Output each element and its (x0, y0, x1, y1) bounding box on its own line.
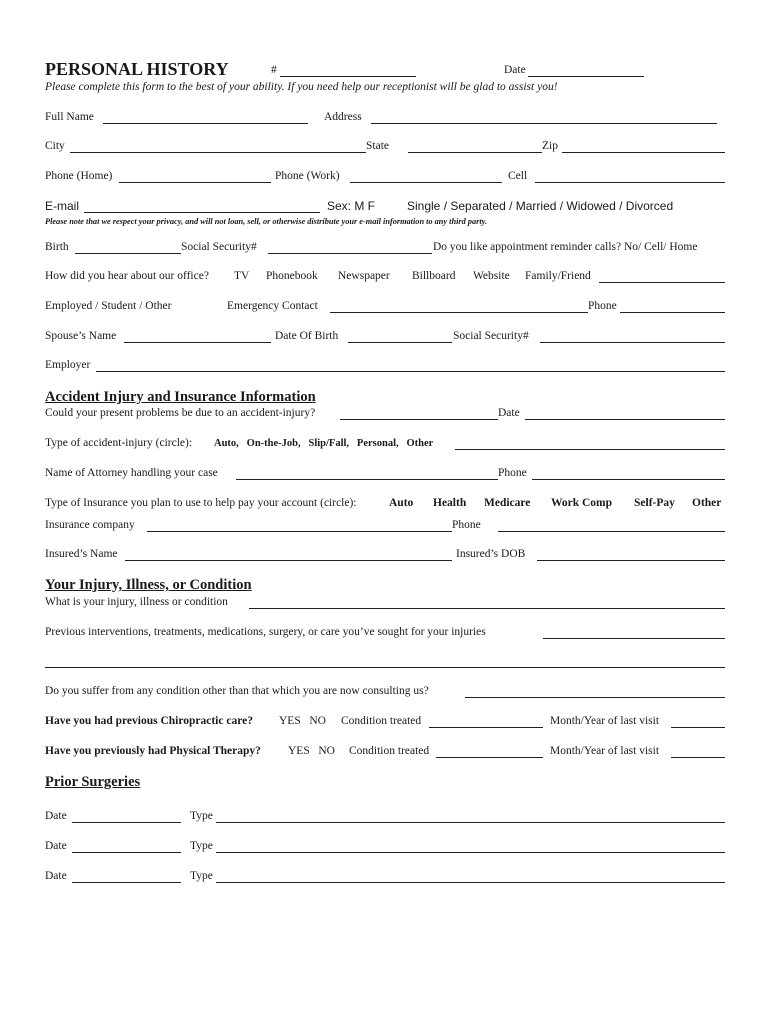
chiropractic-last-visit-label: Month/Year of last visit (550, 715, 660, 727)
spouse-ss-label: Social Security# (453, 330, 529, 342)
insurance-phone-field[interactable] (498, 531, 725, 532)
surgery-2-date-field[interactable] (72, 852, 181, 853)
prior-surgeries-heading: Prior Surgeries (45, 774, 141, 790)
other-condition-field[interactable] (465, 697, 725, 698)
number-label: # (271, 64, 277, 76)
previous-interventions-label: Previous interventions, treatments, medications, surgery, or care you’ve sought for your injuries (45, 626, 486, 638)
state-field[interactable] (408, 152, 542, 153)
insureds-dob-field[interactable] (537, 560, 725, 561)
hear-option-billboard[interactable]: Billboard (412, 270, 456, 282)
phone-home-label: Phone (Home) (45, 170, 113, 182)
emergency-contact-field[interactable] (330, 312, 588, 313)
surgery-2-date-label: Date (45, 840, 67, 852)
surgery-3-type-label: Type (190, 870, 213, 882)
social-security-label: Social Security# (181, 241, 257, 253)
birth-field[interactable] (75, 253, 181, 254)
insurance-type-label: Type of Insurance you plan to use to help pay your account (circle): (45, 497, 357, 509)
spouse-dob-label: Date Of Birth (275, 330, 339, 342)
hear-option-tv[interactable]: TV (234, 270, 250, 282)
physical-therapy-last-visit-label: Month/Year of last visit (550, 745, 660, 757)
insurance-company-field[interactable] (147, 531, 452, 532)
hear-about-label: How did you hear about our office? (45, 270, 209, 282)
zip-field[interactable] (562, 152, 725, 153)
employment-status-options[interactable]: Employed / Student / Other (45, 300, 172, 312)
city-label: City (45, 140, 65, 152)
hear-about-field[interactable] (599, 282, 725, 283)
physical-therapy-yes-no[interactable]: YES NO (288, 745, 335, 757)
insurance-phone-label: Phone (452, 519, 481, 531)
accident-type-label: Type of accident-injury (circle): (45, 437, 193, 449)
employer-field[interactable] (96, 371, 725, 372)
physical-therapy-condition-field[interactable] (436, 757, 543, 758)
address-label: Address (324, 111, 362, 123)
cell-field[interactable] (535, 182, 725, 183)
instructions: Please complete this form to the best of your ability. If you need help our receptionist will be glad to assist you! (45, 81, 558, 93)
insurance-option-work-comp[interactable]: Work Comp (551, 497, 613, 509)
accident-answer-field[interactable] (340, 419, 498, 420)
surgery-2-type-label: Type (190, 840, 213, 852)
surgery-3-date-label: Date (45, 870, 67, 882)
surgery-2-type-field[interactable] (216, 852, 725, 853)
physical-therapy-condition-label: Condition treated (349, 745, 430, 757)
condition-heading: Your Injury, Illness, or Condition (45, 577, 252, 593)
insureds-name-label: Insured’s Name (45, 548, 118, 560)
spouse-dob-field[interactable] (348, 342, 452, 343)
emergency-phone-label: Phone (588, 300, 617, 312)
email-field[interactable] (84, 212, 320, 213)
phone-home-field[interactable] (119, 182, 271, 183)
accident-date-label: Date (498, 407, 520, 419)
date-field[interactable] (528, 76, 644, 77)
chiropractic-last-visit-field[interactable] (671, 727, 725, 728)
physical-therapy-last-visit-field[interactable] (671, 757, 725, 758)
condition-field[interactable] (249, 608, 725, 609)
email-label: E-mail (45, 199, 80, 213)
insurance-option-self-pay[interactable]: Self-Pay (634, 497, 675, 509)
attorney-label: Name of Attorney handling your case (45, 467, 218, 479)
accident-type-field[interactable] (455, 449, 725, 450)
surgery-1-type-label: Type (190, 810, 213, 822)
cell-label: Cell (508, 170, 528, 182)
other-condition-question: Do you suffer from any condition other than that which you are now consulting us? (45, 685, 429, 697)
sex-options[interactable]: Sex: M F (327, 199, 376, 213)
accident-date-field[interactable] (525, 419, 725, 420)
spouse-ss-field[interactable] (540, 342, 725, 343)
reminder-calls-question[interactable]: Do you like appointment reminder calls? No/ Cell/ Home (433, 241, 698, 253)
full-name-field[interactable] (103, 123, 308, 124)
hear-option-phonebook[interactable]: Phonebook (266, 270, 318, 282)
surgery-3-type-field[interactable] (216, 882, 725, 883)
insureds-name-field[interactable] (125, 560, 452, 561)
phone-work-field[interactable] (350, 182, 502, 183)
surgery-3-date-field[interactable] (72, 882, 181, 883)
surgery-1-date-label: Date (45, 810, 67, 822)
social-security-field[interactable] (268, 253, 432, 254)
spouse-name-label: Spouse’s Name (45, 330, 117, 342)
insurance-option-other[interactable]: Other (692, 497, 722, 509)
insurance-option-health[interactable]: Health (433, 497, 467, 509)
emergency-contact-label: Emergency Contact (227, 300, 318, 312)
full-name-label: Full Name (45, 111, 94, 123)
chiropractic-yes-no[interactable]: YES NO (279, 715, 326, 727)
attorney-phone-label: Phone (498, 467, 527, 479)
phone-work-label: Phone (Work) (275, 170, 340, 182)
attorney-phone-field[interactable] (532, 479, 725, 480)
privacy-note: Please note that we respect your privacy, and will not loan, sell, or otherwise distribute your e-mail information to any third party. (45, 217, 488, 226)
previous-interventions-field[interactable] (543, 638, 725, 639)
chiropractic-condition-field[interactable] (429, 727, 543, 728)
chiropractic-question: Have you had previous Chiropractic care? (45, 715, 253, 727)
surgery-1-type-field[interactable] (216, 822, 725, 823)
city-field[interactable] (70, 152, 366, 153)
insurance-company-label: Insurance company (45, 519, 135, 531)
marital-status-options[interactable]: Single / Separated / Married / Widowed / Divorced (407, 199, 674, 213)
date-label: Date (504, 64, 526, 76)
physical-therapy-question: Have you previously had Physical Therapy? (45, 745, 261, 757)
insureds-dob-label: Insured’s DOB (456, 548, 526, 560)
attorney-field[interactable] (236, 479, 498, 480)
condition-question: What is your injury, illness or condition (45, 596, 228, 608)
chiropractic-condition-label: Condition treated (341, 715, 422, 727)
address-field[interactable] (371, 123, 717, 124)
hear-option-newspaper[interactable]: Newspaper (338, 270, 390, 282)
form-title: PERSONAL HISTORY (45, 59, 229, 79)
insurance-option-medicare[interactable]: Medicare (484, 497, 531, 509)
accident-type-options[interactable]: Auto, On-the-Job, Slip/Fall, Personal, Other (214, 438, 434, 449)
previous-interventions-field-2[interactable] (45, 667, 725, 668)
surgery-1-date-field[interactable] (72, 822, 181, 823)
number-field[interactable] (280, 76, 416, 77)
state-label: State (366, 140, 389, 152)
insurance-option-auto[interactable]: Auto (389, 497, 414, 509)
accident-heading: Accident Injury and Insurance Information (45, 389, 316, 405)
spouse-name-field[interactable] (124, 342, 271, 343)
hear-option-website[interactable]: Website (473, 270, 510, 282)
hear-option-family-friend[interactable]: Family/Friend (525, 270, 591, 282)
employer-label: Employer (45, 359, 91, 371)
accident-question: Could your present problems be due to an accident-injury? (45, 407, 316, 419)
emergency-phone-field[interactable] (620, 312, 725, 313)
birth-label: Birth (45, 241, 69, 253)
zip-label: Zip (542, 140, 558, 152)
